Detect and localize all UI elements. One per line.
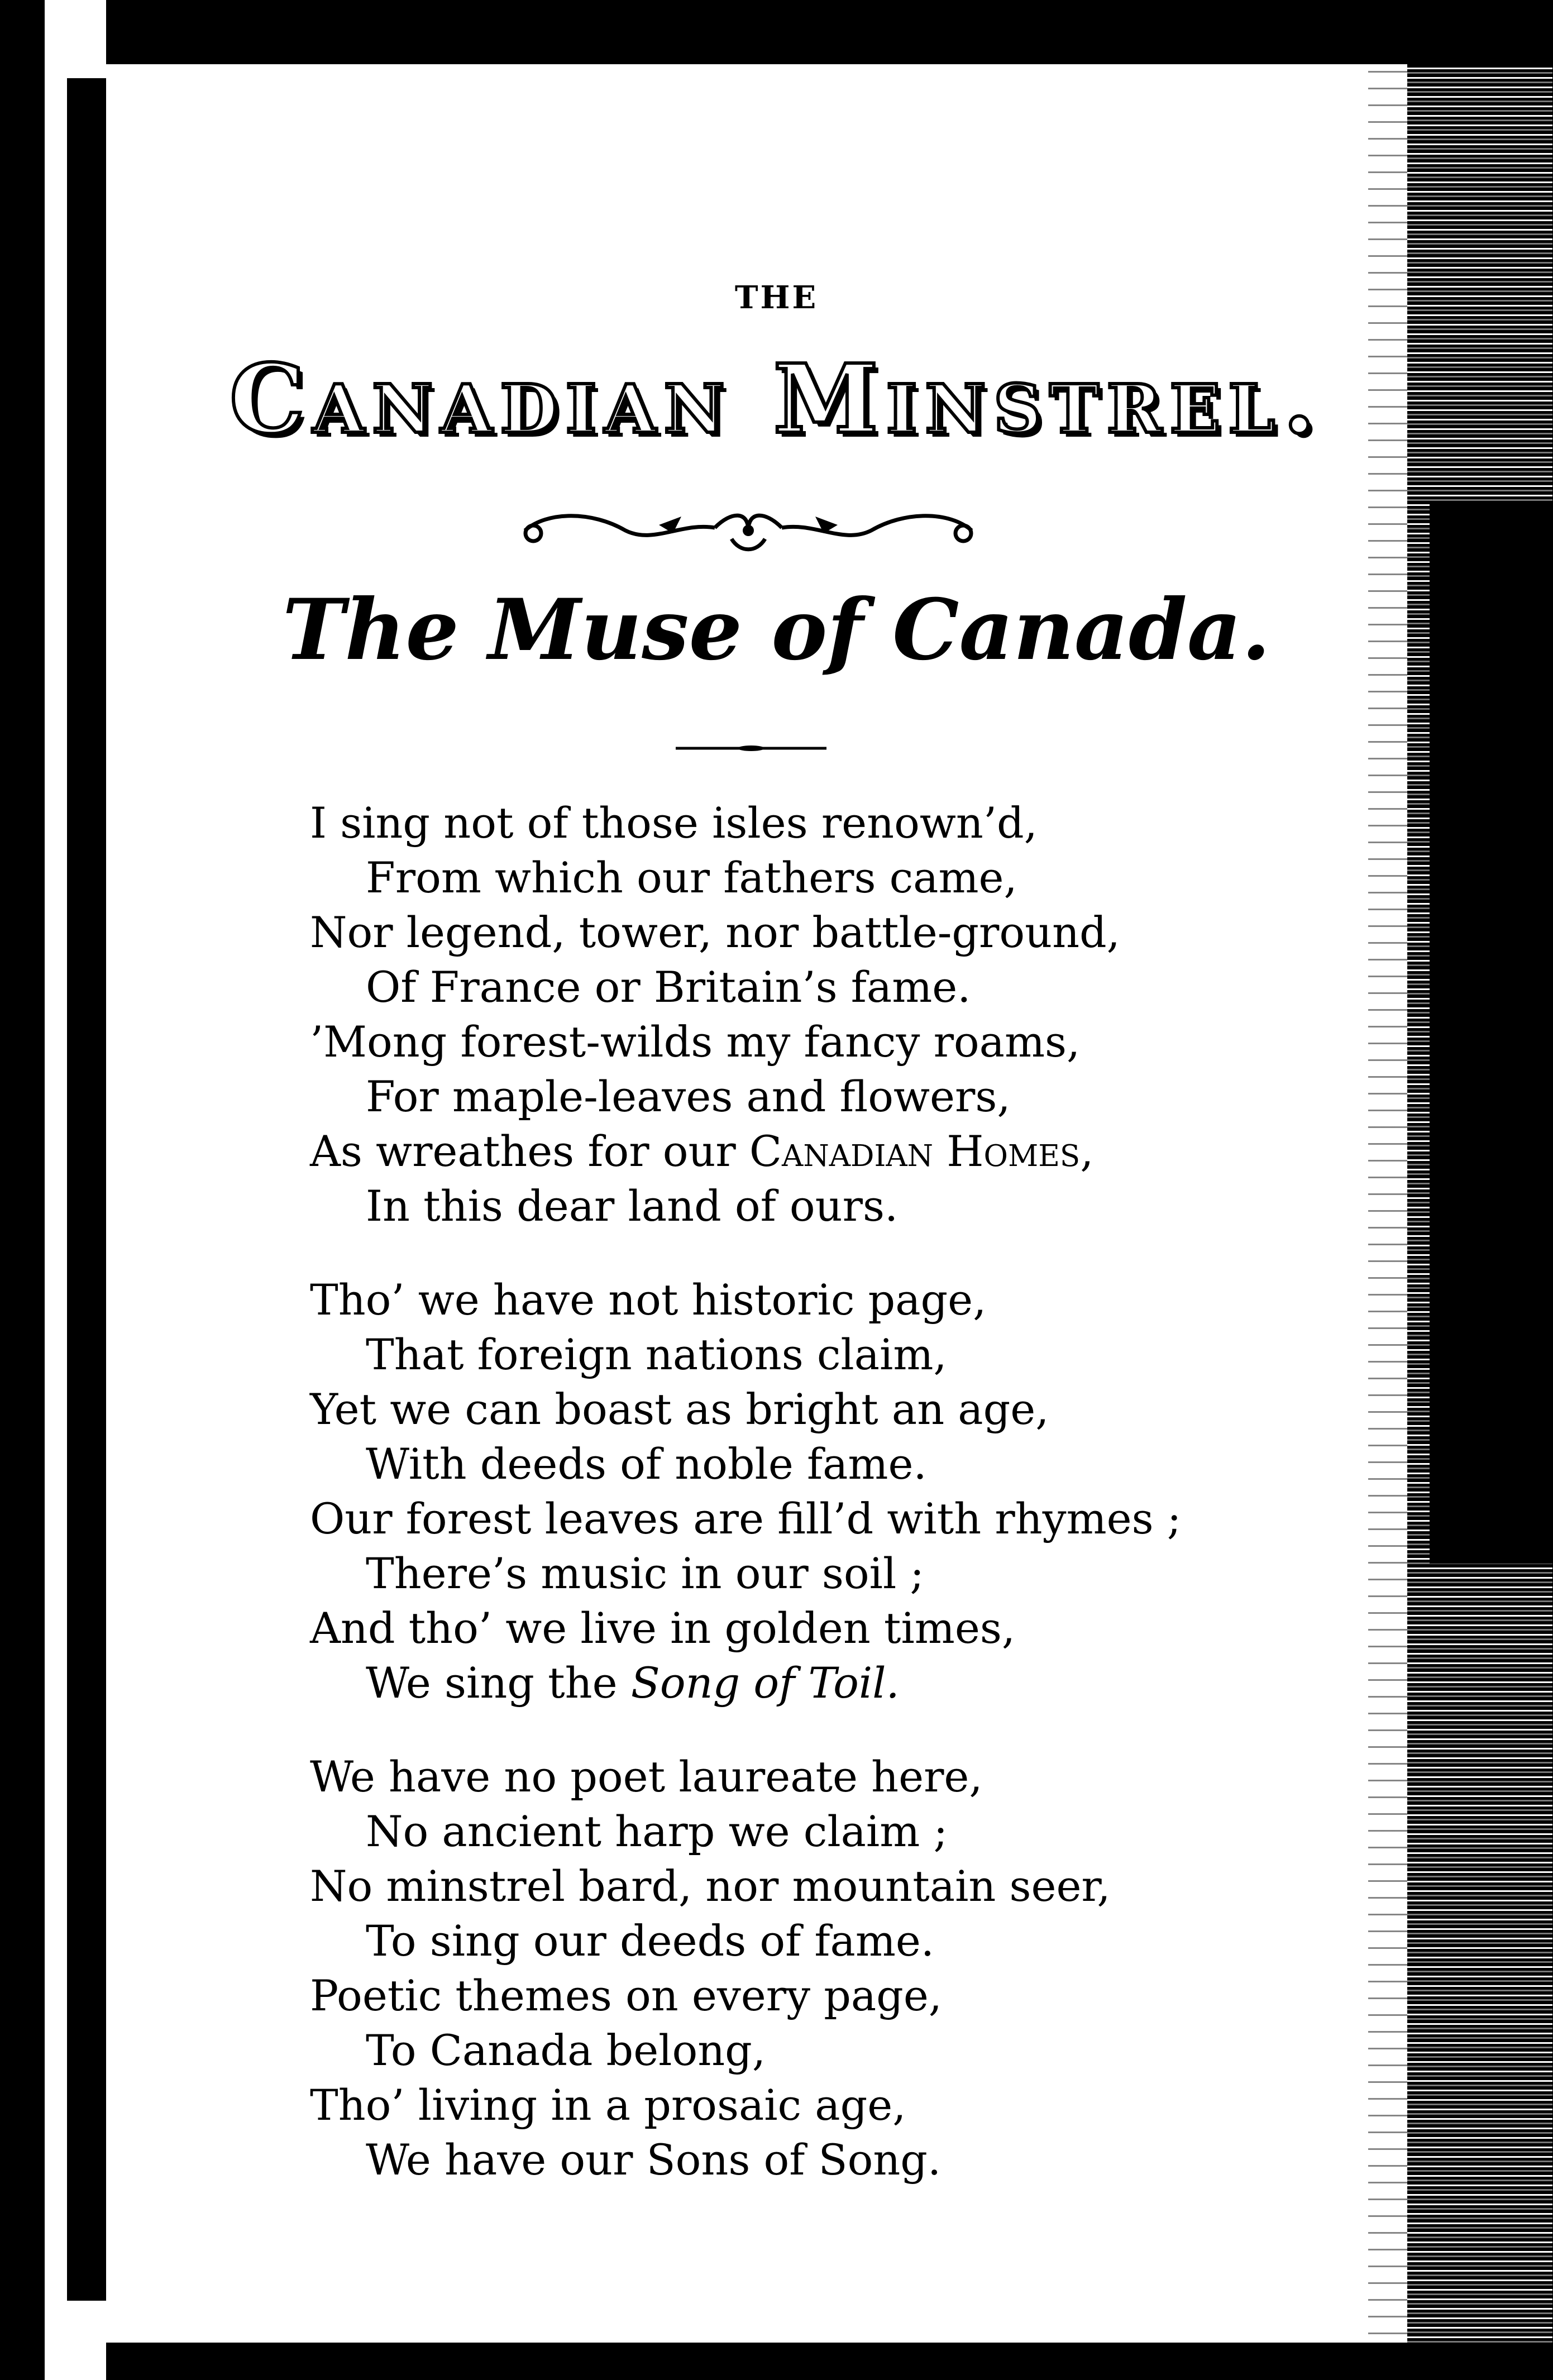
poem-line: No ancient harp we claim ; (366, 1806, 948, 1856)
poem-line: Our forest leaves are fill’d with rhymes ; (310, 1494, 1182, 1543)
poem-line: With deeds of noble fame. (366, 1439, 927, 1489)
title-ornament (514, 500, 983, 561)
stanza-2 (310, 1273, 1371, 1710)
poem-line: I sing not of those isles renown’d, (310, 798, 1038, 848)
poem-line: There’s music in our soil ; (366, 1549, 925, 1598)
poem-line: Of France or Britain’s fame. (366, 962, 971, 1012)
poem-title: The Muse of Canada. (282, 581, 1271, 679)
title-article: THE (734, 279, 819, 316)
poem-line: For maple-leaves and flowers, (366, 1072, 1011, 1121)
poem-line: To sing our deeds of fame. (366, 1916, 935, 1966)
poem-line: And tho’ we live in golden times, (310, 1603, 1015, 1653)
poem-line: Nor legend, tower, nor battle-ground, (310, 907, 1120, 957)
poem-line-text: We sing the (366, 1658, 631, 1708)
poem-line-italic: Song of Toil. (630, 1658, 900, 1708)
poem-line: From which our fathers came, (366, 853, 1017, 902)
poem-line: That foreign nations claim, (366, 1330, 947, 1379)
page-title: Canadian Minstrel. (229, 343, 1324, 455)
poem-line: We have our Sons of Song. (366, 2135, 942, 2185)
poem-line: ’Mong forest-wilds my fancy roams, (310, 1017, 1081, 1067)
poem-line: Tho’ we have not historic page, (310, 1275, 987, 1325)
poem-line-smallcaps: Canadian Homes, (749, 1126, 1094, 1176)
stanza-1 (310, 796, 1371, 1234)
poem-line: Poetic themes on every page, (310, 1971, 942, 2020)
poem-line: We have no poet laureate here, (310, 1752, 983, 1801)
stanza-3 (310, 1750, 1371, 2187)
poem-line-text: As wreathes for our (310, 1126, 749, 1176)
title-rule (676, 745, 826, 751)
poem-line: Yet we can boast as bright an age, (310, 1384, 1049, 1434)
poem-line: No minstrel bard, nor mountain seer, (310, 1861, 1111, 1911)
poem-line (310, 1124, 1371, 1179)
poem-line (310, 1656, 1371, 1710)
poem-body (310, 796, 1371, 2226)
poem-line: Tho’ living in a prosaic age, (310, 2080, 906, 2130)
poem-line: In this dear land of ours. (366, 1181, 899, 1231)
poem-line: To Canada belong, (366, 2025, 766, 2075)
